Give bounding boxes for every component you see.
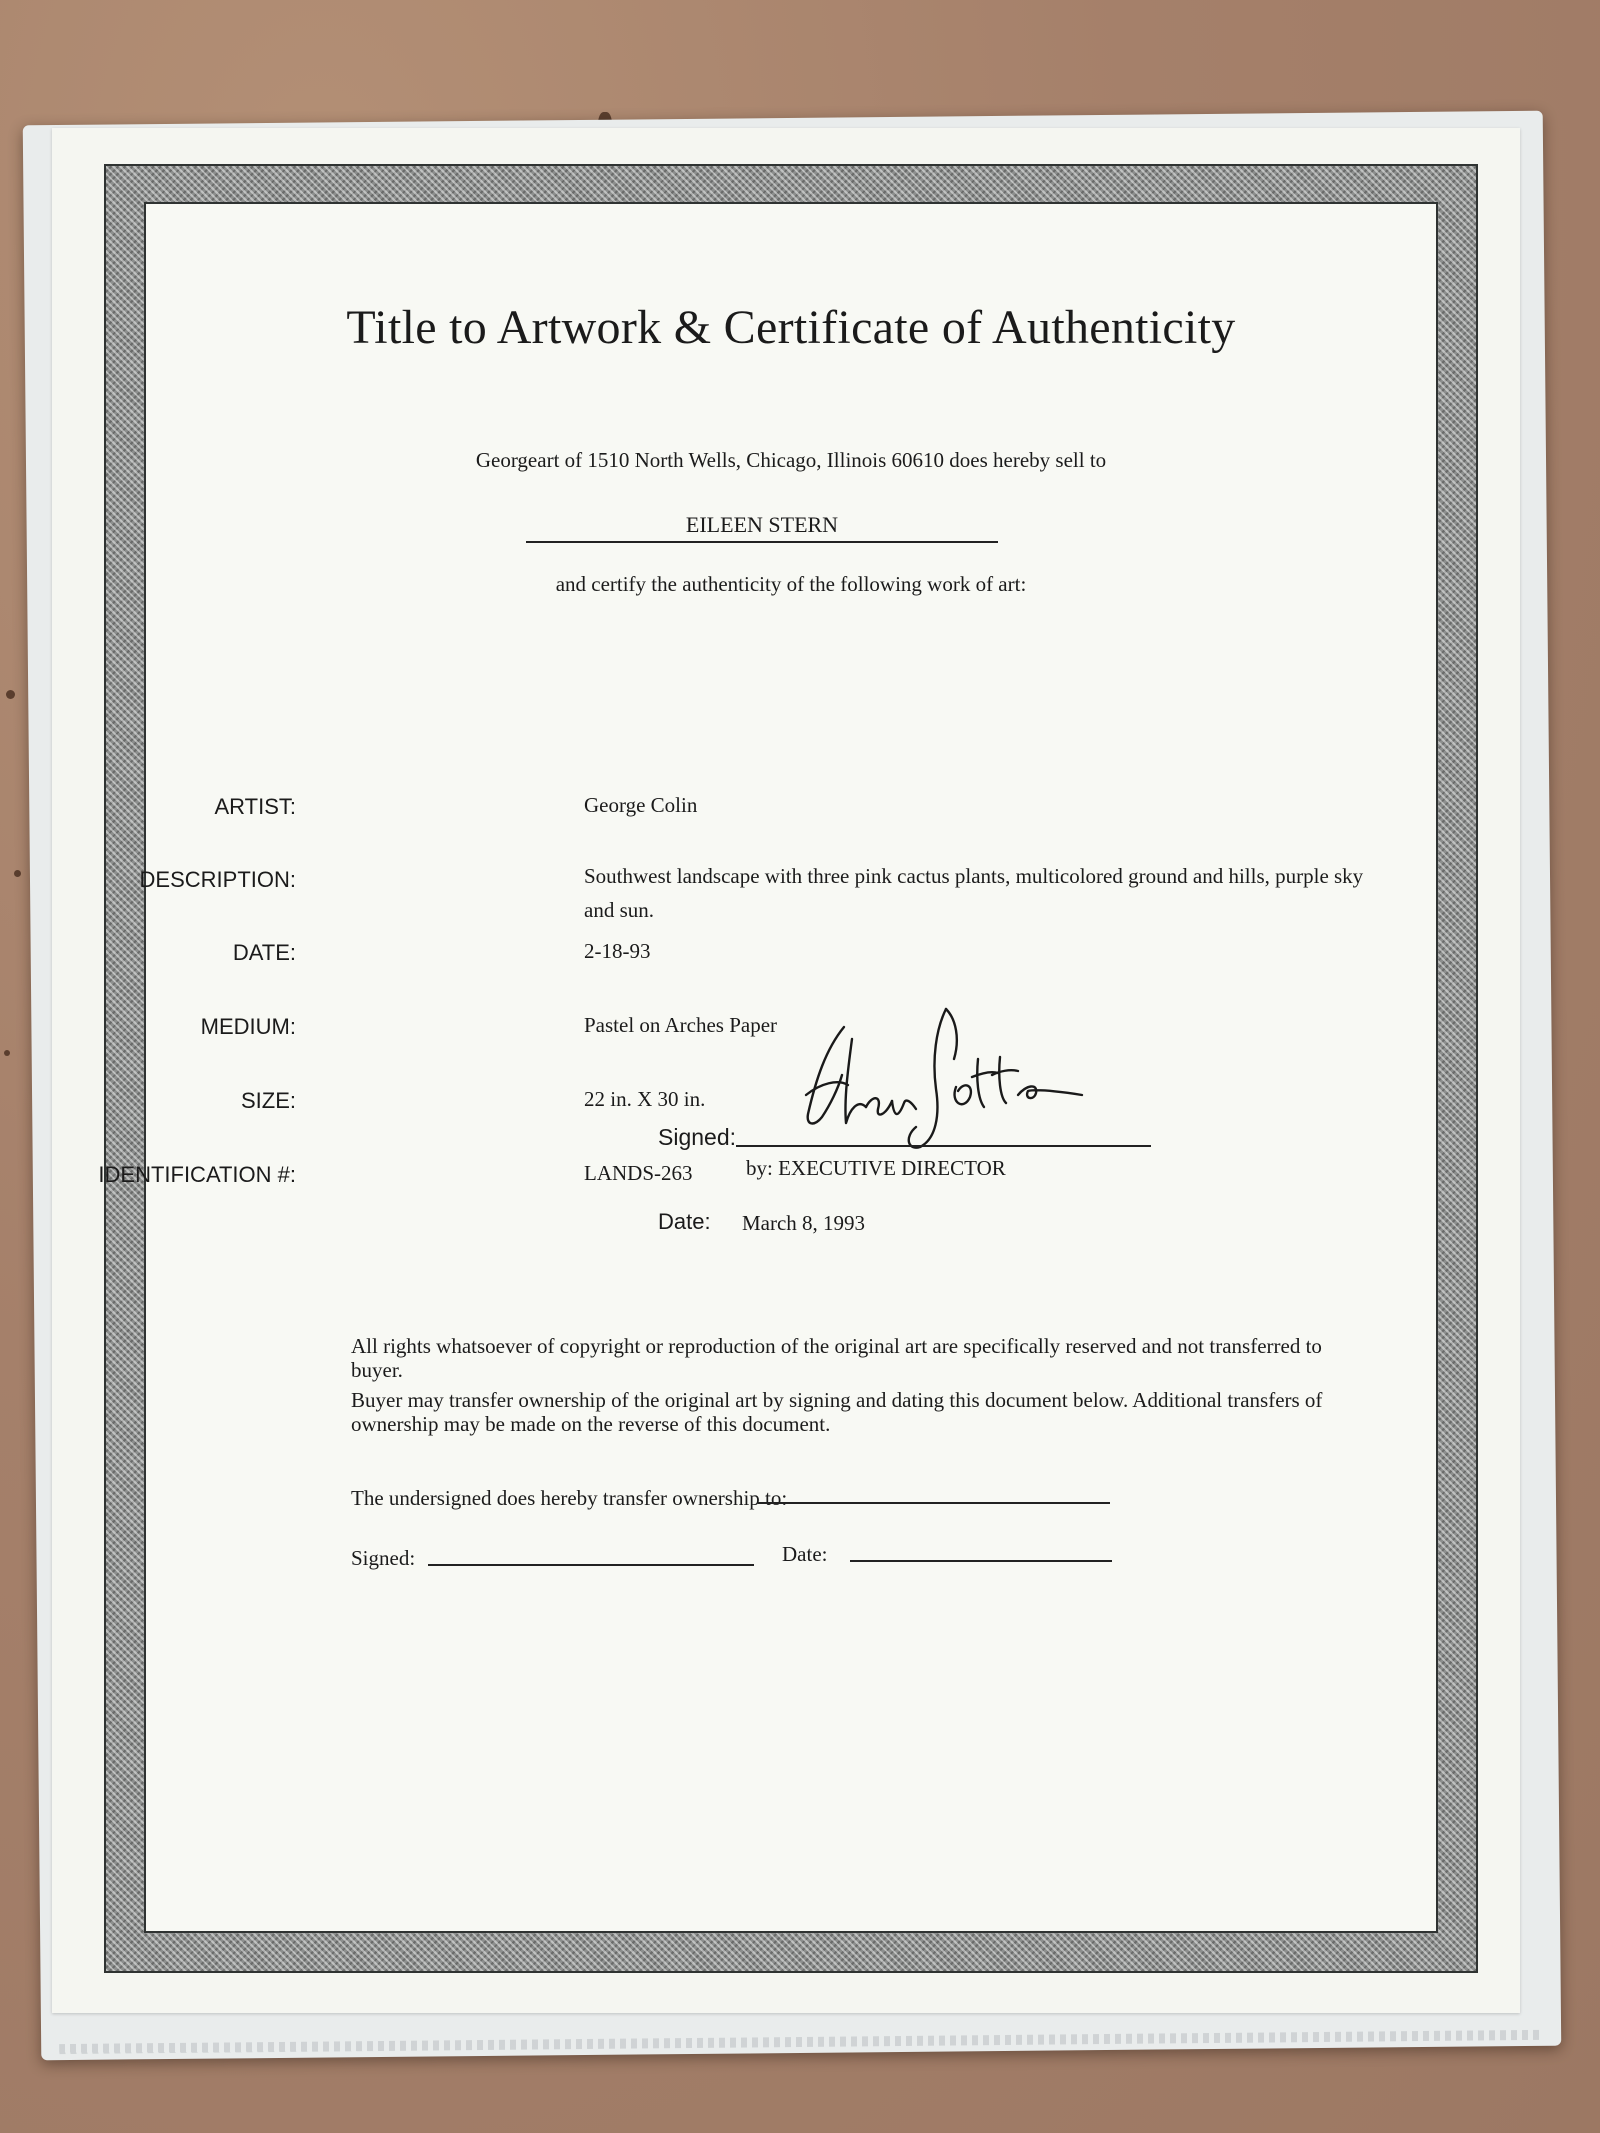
size-label: SIZE: (240, 1088, 296, 1113)
decorative-border (98, 164, 1478, 1973)
certificate-body (98, 202, 1438, 1933)
certificate-paper (52, 128, 1520, 2013)
description-value: Southwest landscape with three pink cactus plants, multicolored ground and hills, purple sky and sun. (584, 864, 1364, 922)
buyer-signed-label: Signed: (351, 1546, 416, 1570)
buyer-name: EILEEN STERN (526, 512, 998, 543)
seller-statement: Georgeart of 1510 North Wells, Chicago, Illinois 60610 does hereby sell to (475, 448, 1107, 472)
transfer-notice: Buyer may transfer ownership of the original art by signing and dating this document below. Additional transfers of ownership may be made on the reverse of this document. (351, 1388, 1323, 1436)
certify-statement: and certify the authenticity of the following work of art: (555, 572, 1027, 596)
signer-title: by: EXECUTIVE DIRECTOR (746, 1156, 1006, 1180)
identification-label: IDENTIFICATION #: (98, 1162, 296, 1187)
sleeve-perforation (59, 2030, 1543, 2054)
signed-label: Signed: (658, 1124, 737, 1150)
medium-value: Pastel on Arches Paper (584, 1013, 778, 1037)
description-label: DESCRIPTION: (139, 867, 296, 892)
buyer-date-line (850, 1560, 1112, 1562)
artist-value: George Colin (584, 793, 698, 817)
date-value: 2-18-93 (584, 939, 651, 963)
medium-label: MEDIUM: (200, 1014, 296, 1039)
signature-line (736, 1145, 1151, 1147)
board-speck (4, 1050, 10, 1056)
transfer-recipient-line (758, 1502, 1110, 1504)
rights-notice: All rights whatsoever of copyright or reproduction of the original art are specifically reserved and not transferred to buyer. (351, 1334, 1322, 1382)
signing-date-label: Date: (658, 1209, 711, 1234)
transfer-ownership-label: The undersigned does hereby transfer ownership to: (351, 1486, 788, 1510)
handwritten-signature (786, 999, 1086, 1149)
buyer-date-label: Date: (782, 1542, 828, 1566)
board-speck (6, 690, 15, 699)
size-value: 22 in. X 30 in. (584, 1087, 706, 1111)
buyer-signature-line (428, 1564, 754, 1566)
artist-label: ARTIST: (214, 794, 296, 819)
date-label: DATE: (232, 940, 296, 965)
identification-value: LANDS-263 (584, 1161, 693, 1185)
certificate-title: Title to Artwork & Certificate of Authenticity (346, 301, 1236, 354)
signing-date-value: March 8, 1993 (742, 1211, 866, 1235)
